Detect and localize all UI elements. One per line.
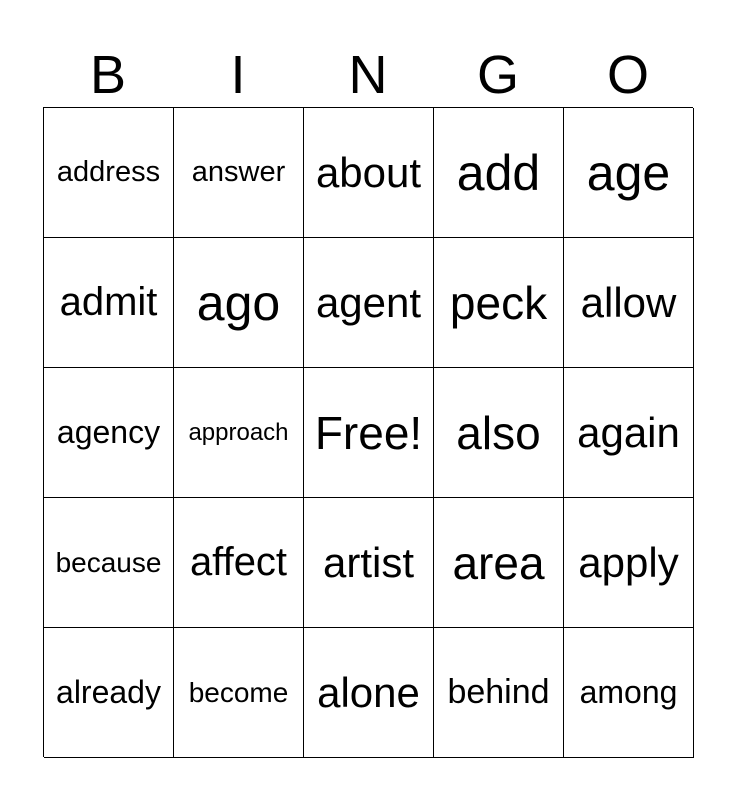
bingo-cell[interactable]: admit xyxy=(44,238,174,368)
header-letter-n: N xyxy=(348,45,388,105)
bingo-cell[interactable]: artist xyxy=(304,498,434,628)
header-letter-g: G xyxy=(476,45,519,105)
bingo-cell[interactable]: ago xyxy=(174,238,304,368)
bingo-cell[interactable]: agent xyxy=(304,238,434,368)
bingo-cell[interactable]: among xyxy=(564,628,694,758)
bingo-cell[interactable]: agency xyxy=(44,368,174,498)
bingo-cell[interactable]: again xyxy=(564,368,694,498)
bingo-cell[interactable]: allow xyxy=(564,238,694,368)
bingo-cell[interactable]: answer xyxy=(174,108,304,238)
bingo-cell[interactable]: alone xyxy=(304,628,434,758)
bingo-cell[interactable]: because xyxy=(44,498,174,628)
bingo-cell[interactable]: already xyxy=(44,628,174,758)
header-letter-i: I xyxy=(230,45,246,105)
bingo-cell[interactable]: area xyxy=(434,498,564,628)
bingo-cell free-space[interactable]: Free! xyxy=(304,368,434,498)
header-letter-b: B xyxy=(89,45,127,105)
bingo-cell[interactable]: behind xyxy=(434,628,564,758)
bingo-cell[interactable]: apply xyxy=(564,498,694,628)
bingo-cell[interactable]: address xyxy=(44,108,174,238)
bingo-cell[interactable]: age xyxy=(564,108,694,238)
bingo-cell[interactable]: become xyxy=(174,628,304,758)
bingo-cell[interactable]: add xyxy=(434,108,564,238)
bingo-cell[interactable]: about xyxy=(304,108,434,238)
header-letter-o: O xyxy=(606,45,649,105)
bingo-header xyxy=(43,44,693,106)
bingo-board xyxy=(43,107,693,757)
bingo-cell[interactable]: peck xyxy=(434,238,564,368)
bingo-cell[interactable]: also xyxy=(434,368,564,498)
bingo-cell[interactable]: affect xyxy=(174,498,304,628)
bingo-cell free-space[interactable]: approach xyxy=(174,368,304,498)
